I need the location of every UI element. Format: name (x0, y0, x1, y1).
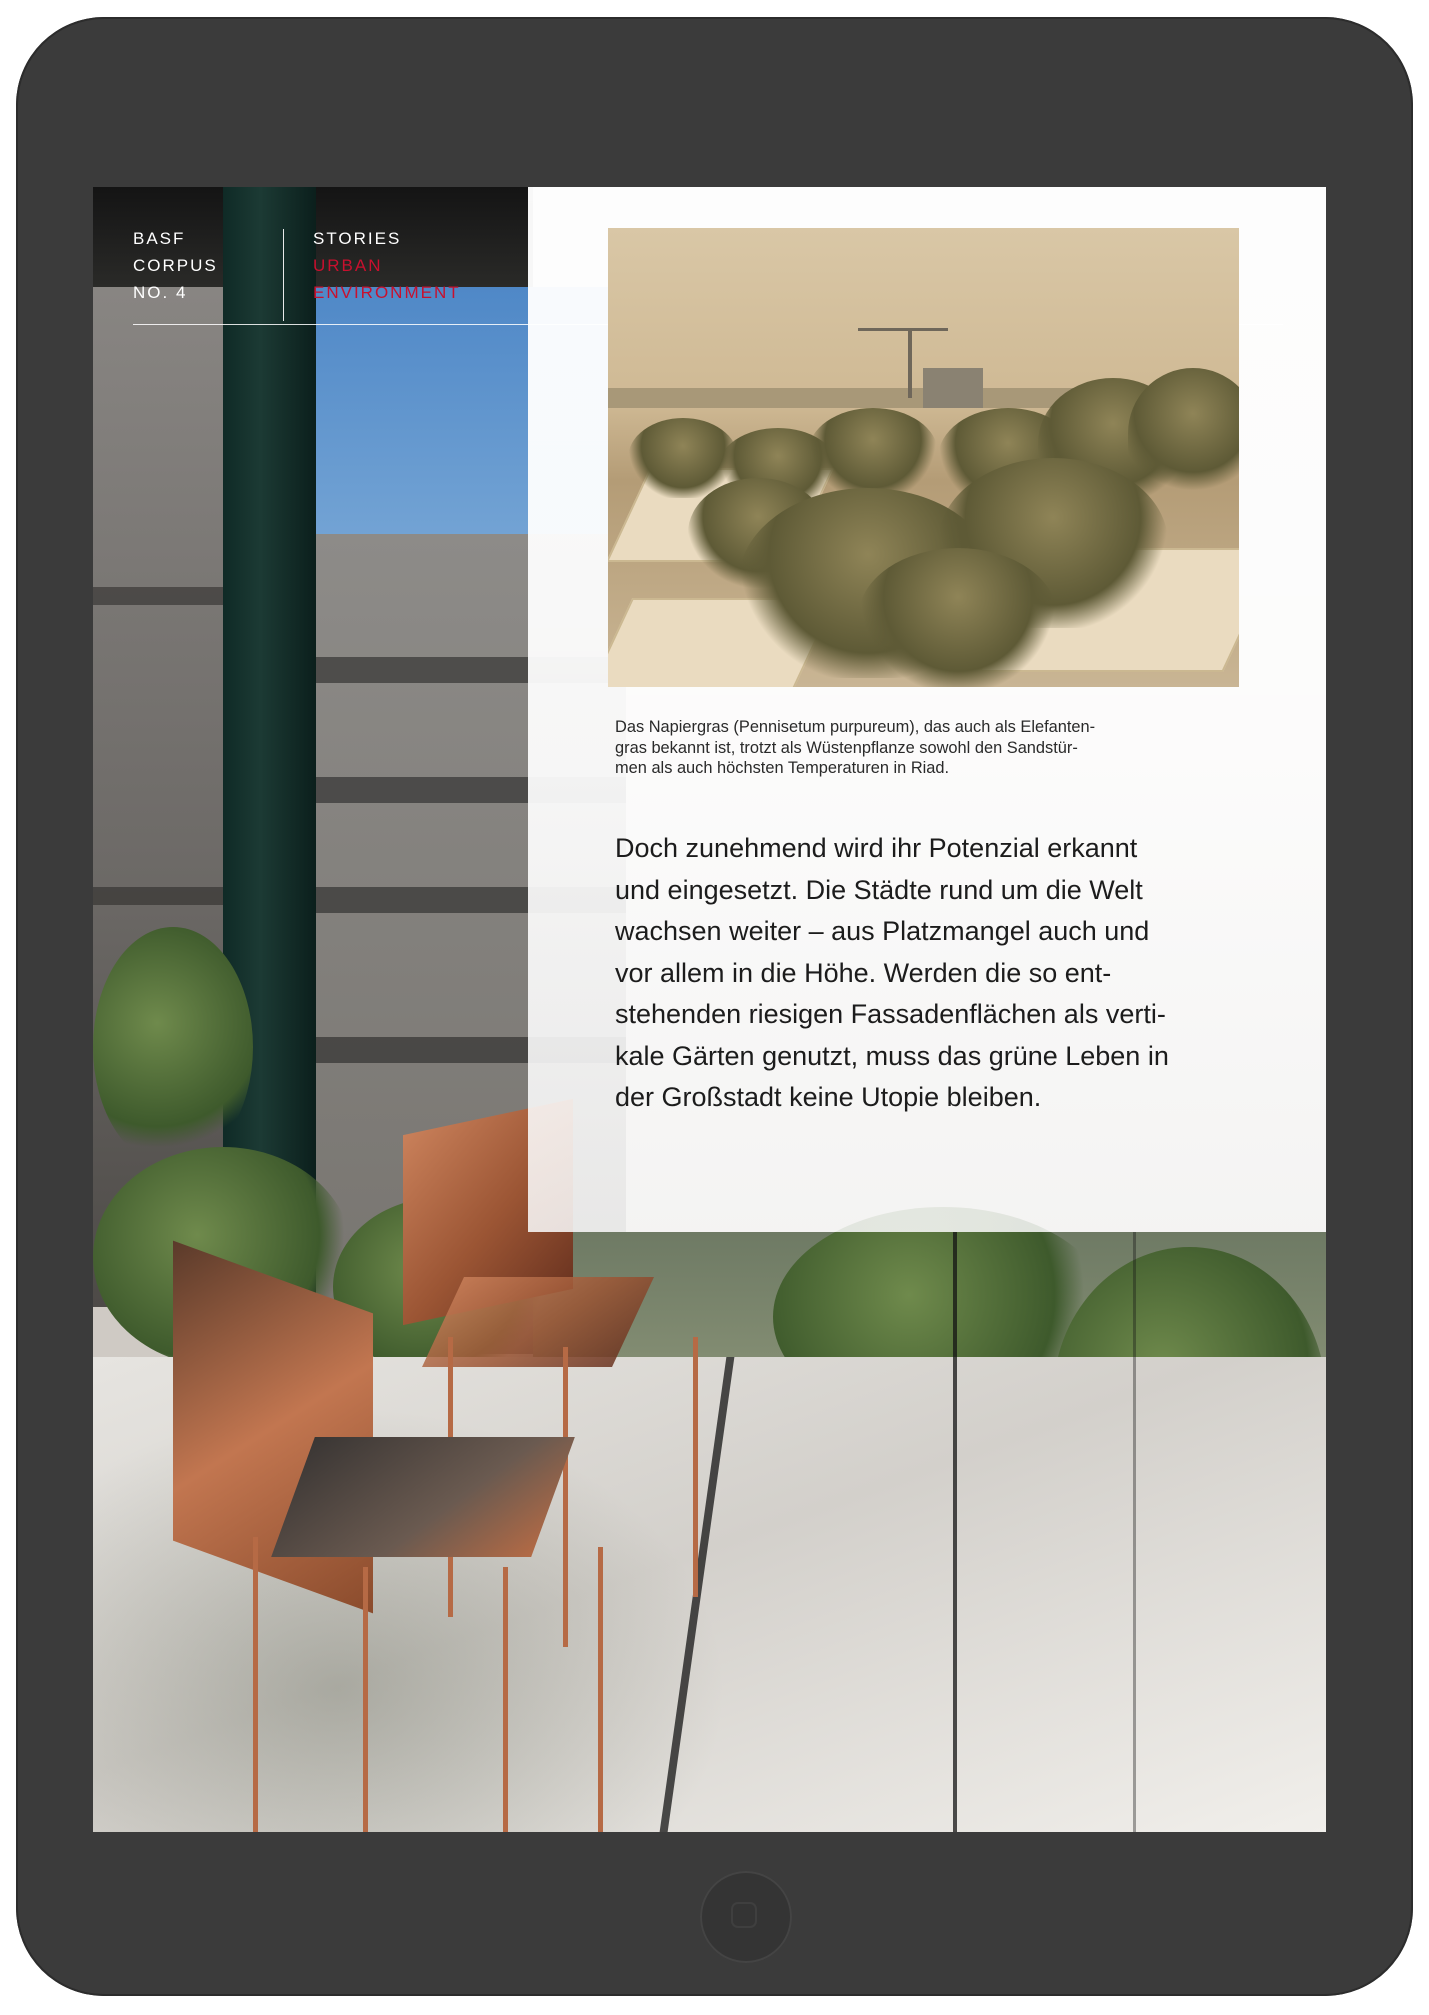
section-block[interactable] (313, 225, 461, 306)
photo-plant (858, 548, 1058, 687)
photo-plant (1128, 368, 1239, 498)
photo-building (923, 368, 983, 408)
brand-line: BASF (133, 229, 186, 248)
brand-block[interactable] (133, 225, 218, 306)
building-left-band (93, 587, 223, 605)
photo-plant (808, 408, 938, 498)
header-divider (283, 229, 284, 321)
photo-crane (858, 328, 948, 331)
section-label: STORIES (313, 229, 402, 248)
chair-leg (363, 1567, 368, 1832)
chair-leg (598, 1547, 603, 1832)
brand-line: NO. 4 (133, 283, 188, 302)
glass-rail (953, 1232, 957, 1832)
building-left-band (93, 887, 223, 905)
plant-cluster (93, 927, 253, 1167)
chair-leg (693, 1337, 698, 1597)
brand-line: CORPUS (133, 256, 218, 275)
topic-line: ENVIRONMENT (313, 283, 461, 302)
chair-leg (253, 1537, 258, 1832)
photo-caption: Das Napiergras (Pennisetum purpureum), das auch als Elefanten- gras bekannt ist, trotzt als Wüstenpflanze sowohl den Sandstür- men als auch höchsten Temperaturen in Riad. (615, 718, 1096, 777)
photo-crane (908, 328, 912, 398)
glass-rail (1133, 1232, 1136, 1832)
article-body: Doch zunehmend wird ihr Potenzial erkannt und eingesetzt. Die Städte rund um die Welt wachsen weiter – aus Platzmangel auch und vor allem in die Höhe. Werden die so ent- stehenden riesigen Fassadenflächen als verti- kale Gärten genutzt, muss das grüne Leben in der Großstadt keine Utopie bleiben. (615, 833, 1169, 1112)
topic-line: URBAN (313, 256, 383, 275)
article-photo (608, 228, 1239, 687)
home-square-icon (731, 1902, 757, 1928)
chair-seat (271, 1437, 575, 1557)
chair-leg (503, 1567, 508, 1832)
chair-leg (563, 1347, 568, 1647)
home-button[interactable] (700, 1871, 792, 1963)
